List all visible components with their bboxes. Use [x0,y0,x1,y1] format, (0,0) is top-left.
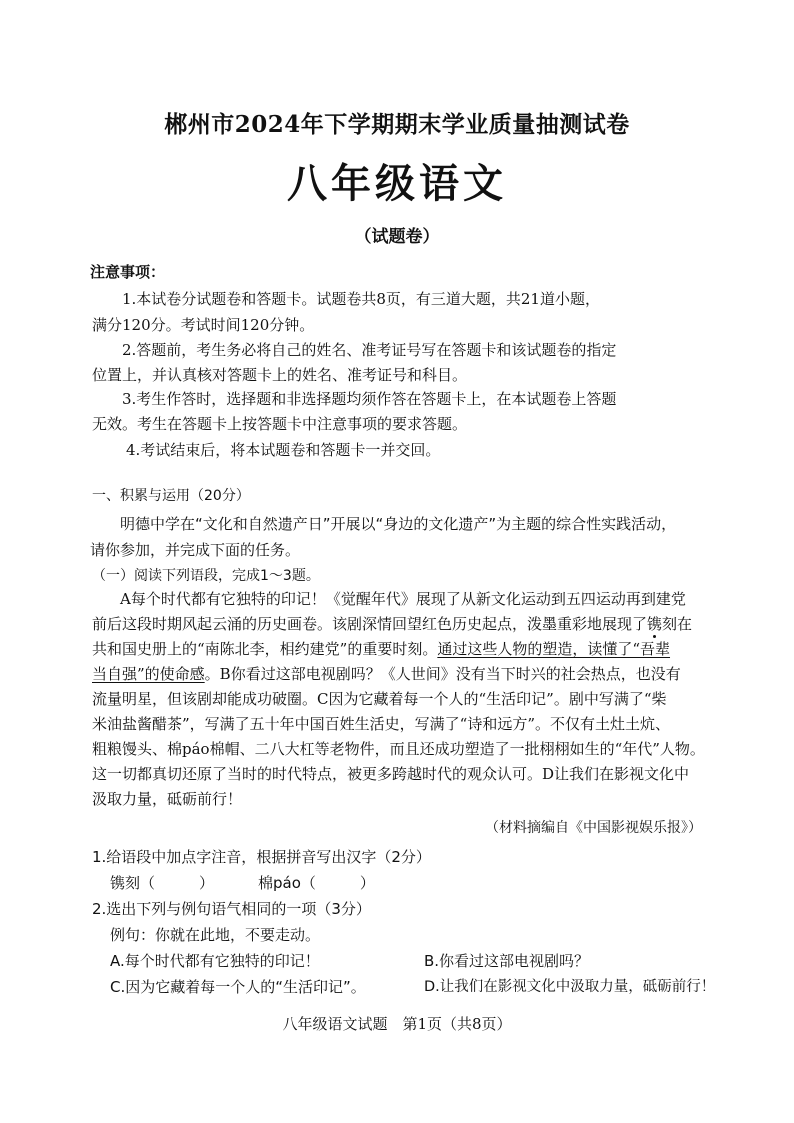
underlined-sentence-a: 通过这些人物的塑造，读懂了“吾辈 [437,640,671,658]
section1-intro-1: 明德中学在“文化和自然遗产日”开展以“身边的文化遗产”为主题的综合性实践活动， [120,515,677,533]
passage-line-2: 前后这段时期风起云涌的历史画卷。该剧深情回望红色历史起点，泼墨重彩地展现了镌刻在 [92,615,693,633]
q2-option-b: B.你看过这部电视剧吗？ [424,952,590,970]
page-footer: 八年级语文试题 第1页（共8页） [282,1015,512,1033]
passage-line-5: 流量明星，但该剧却能成功破圈。C因为它藏着每一个人的“生活印记”。剧中写满了“柴 [92,690,667,708]
q2-option-a: A.每个时代都有它独特的印记！ [110,952,320,970]
notice-line-4: 位置上，并认真核对答题卡上的姓名、准考证号和科目。 [92,366,468,384]
notice-line-1: 1.本试卷分试题卷和答题卡。试题卷共8页，有三道大题，共21道小题， [122,290,600,308]
q1-item-1: 镌刻（ ） [110,874,215,892]
notice-line-2: 满分120分。考试时间120分钟。 [92,316,315,334]
notice-line-3: 2.答题前，考生务必将自己的姓名、准考证号写在答题卡和该试题卷的指定 [122,341,617,359]
paper-type: （试题卷） [354,227,440,247]
passage-line-4: 当自强”的使命感。B你看过这部电视剧吗？《人世间》没有当下时兴的社会热点，也没有 [92,665,681,683]
notice-heading: 注意事项： [90,263,166,281]
passage-line-7: 粗粮馒头、棉páo棉帽、二八大杠等老物件，而且还成功塑造了一批栩栩如生的“年代”人物。 [92,740,705,758]
notice-line-7: 4.考试结束后，将本试题卷和答题卡一并交回。 [126,441,441,459]
q2-option-c: C.因为它藏着每一个人的“生活印记”。 [110,978,366,996]
underlined-sentence-b: 当自强”的使命感 [92,665,205,683]
notice-line-5: 3.考生作答时，选择题和非选择题均须作答在答题卡上，在本试题卷上答题 [122,390,617,408]
section1-intro-2: 请你参加，并完成下面的任务。 [90,541,301,559]
q2-option-d: D.让我们在影视文化中汲取力量，砥砺前行！ [424,979,716,995]
passage-line-1: A每个时代都有它独特的印记！《觉醒年代》展现了从新文化运动到五四运动再到建党 [120,590,686,608]
section1-heading: 一、积累与运用（20分） [92,488,250,504]
subject-title: 八年级语文 [287,161,507,207]
q1-item-2: 棉páo（ ） [258,874,375,892]
passage-line-3: 共和国史册上的“南陈北李，相约建党”的重要时刻。通过这些人物的塑造，读懂了“吾辈 [92,640,671,658]
passage-line-6: 米油盐酱醋茶”，写满了五十年中国百姓生活史，写满了“诗和远方”。不仅有土灶土炕、 [92,715,671,733]
passage-line-8: 这一切都真切还原了当时的时代特点，被更多跨越时代的观众认可。D让我们在影视文化中 [92,765,690,783]
passage-line-9: 汲取力量，砥砺前行！ [92,790,243,808]
section1-subheading: （一）阅读下列语段，完成1～3题。 [92,568,320,584]
notice-line-6: 无效。考生在答题卡上按答题卡中注意事项的要求答题。 [92,415,468,433]
q2-stem: 2.选出下列与例句语气相同的一项（3分） [92,900,371,918]
passage-source: （材料摘编自《中国影视娱乐报》） [485,820,702,836]
exam-title: 郴州市2024年下学期期末学业质量抽测试卷 [164,111,630,138]
q1-stem: 1.给语段中加点字注音，根据拼音写出汉字（2分） [92,848,431,866]
q2-example: 例句：你就在此地，不要走动。 [110,926,321,944]
dotted-char: 镌 [647,615,663,633]
